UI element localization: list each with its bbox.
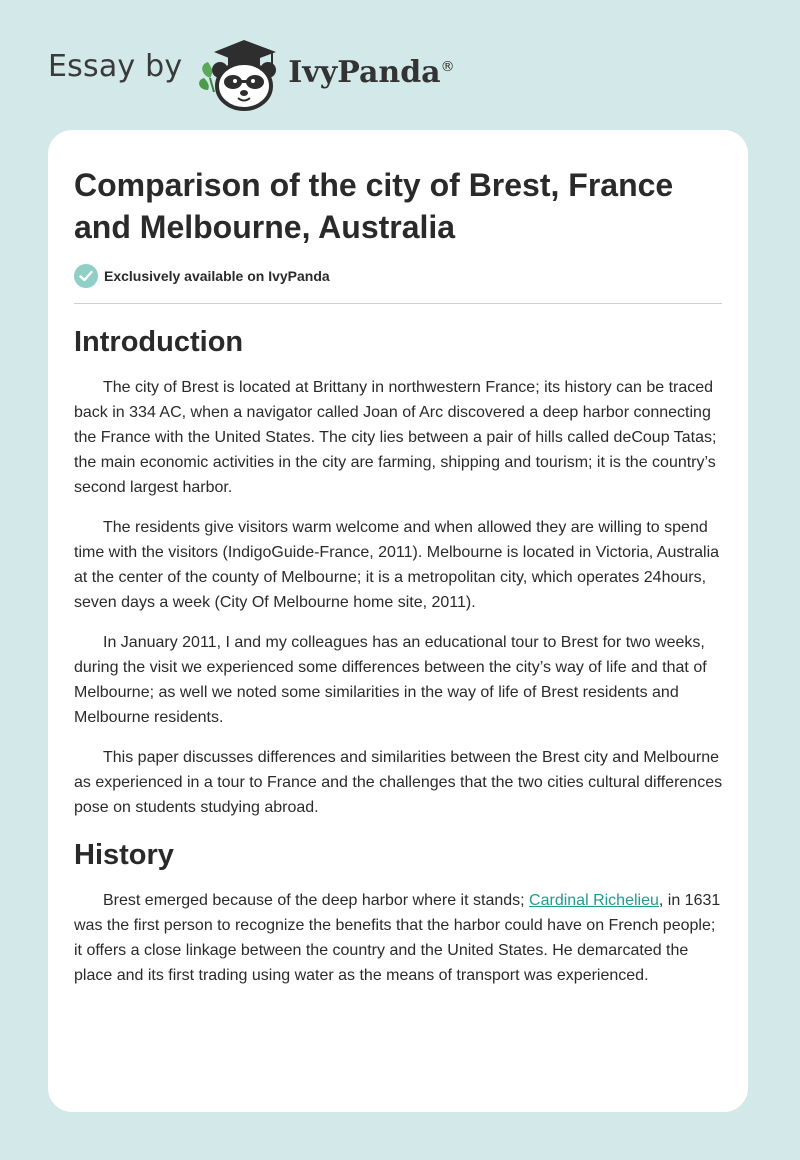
paragraph <box>74 888 724 988</box>
registered-mark: ® <box>440 58 455 75</box>
exclusive-badge <box>74 264 330 288</box>
paragraph: The city of Brest is located at Brittany in northwestern France; its history can be traced back in 334 AC, when a navigator called Joan of Arc discovered a deep harbor connecting the France with the United States. The city lies between a pair of hills called deCoup Tatas; the main economic activities in the city are farming, shipping and tourism; it is the country’s second largest harbor. <box>74 379 717 496</box>
cardinal-richelieu-link[interactable]: Cardinal Richelieu <box>529 892 659 909</box>
paragraph-text: , in 1631 was the first person to recognize the benefits that the harbor could have on French people; it offers a close linkage between the country and the United States. He demarcated the place and its first trading using water as the means of transport was experienced. <box>74 892 721 984</box>
panda-graduate-icon <box>196 34 282 114</box>
page-title: Comparison of the city of Brest, France and Melbourne, Australia <box>74 167 674 245</box>
paragraph-text: Brest emerged because of the deep harbor where it stands; <box>103 892 530 909</box>
essay-card <box>48 130 748 1112</box>
section-heading-history: History <box>74 839 174 871</box>
essay-by-label: Essay by <box>48 48 183 84</box>
badge-label: Exclusively available on IvyPanda <box>104 268 330 284</box>
title-divider <box>74 303 722 304</box>
paragraph: This paper discusses differences and similarities between the Brest city and Melbourne as experienced in a tour to France and the challenges that the two cities cultural differences pose on students studying abroad. <box>74 749 723 816</box>
paragraph: The residents give visitors warm welcome and when allowed they are willing to spend time with the visitors (IndigoGuide-France, 2011). Melbourne is located in Victoria, Australia at the center of the county of Melbourne; it is a metropolitan city, which operates 24hours, seven days a week (City Of Melbourne home site, 2011). <box>74 519 720 611</box>
section-heading-introduction: Introduction <box>74 326 244 358</box>
brand-name[interactable]: IvyPanda® <box>288 54 455 90</box>
site-header <box>48 34 455 114</box>
check-circle-icon <box>74 264 98 288</box>
paragraph: In January 2011, I and my colleagues has an educational tour to Brest for two weeks, during the visit we experienced some differences between the city’s way of life and that of Melbourne; as well we noted some similarities in the way of life of Brest residents and Melbourne residents. <box>74 634 707 726</box>
essay-body <box>74 322 724 988</box>
ivypanda-logo[interactable] <box>196 34 282 114</box>
